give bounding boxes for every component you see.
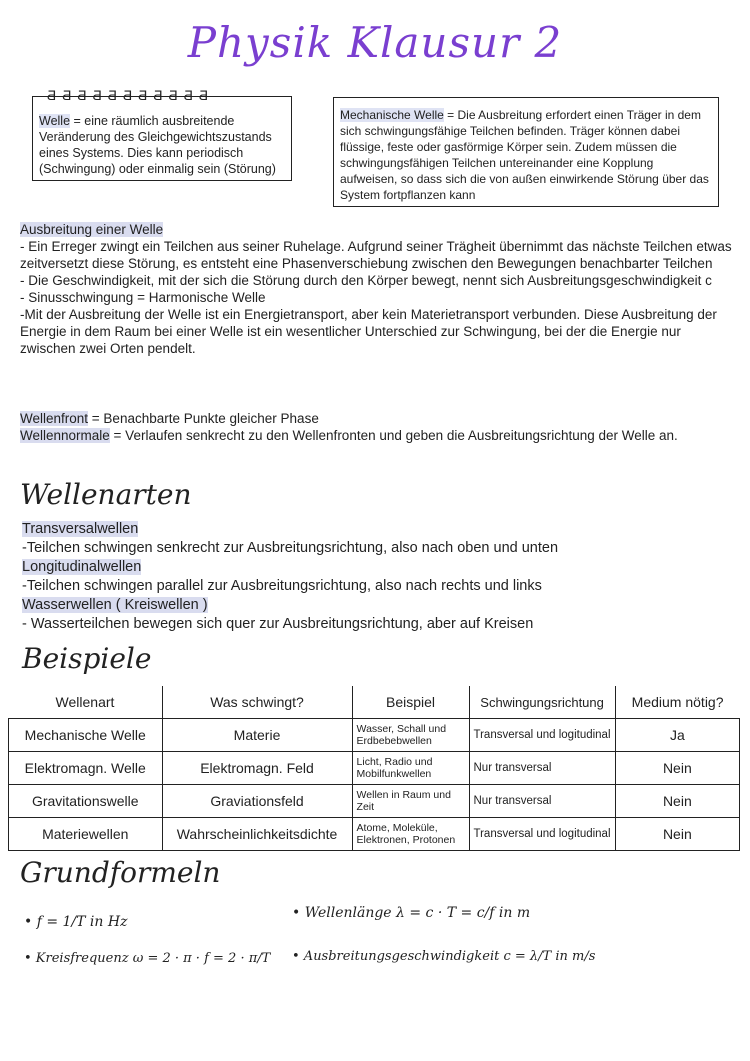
table-header-row — [9, 686, 740, 719]
definition-wellennormale: = Verlaufen senkrecht zu den Wellenfronten und geben die Ausbreitungsrichtung der Welle an. — [109, 428, 678, 443]
paragraph-geschwindigkeit: - Die Geschwindigkeit, mit der sich die Störung durch den Körper bewegt, nennt sich Ausbreitungsgeschwindigkeit c — [20, 273, 712, 288]
definition-box-mechanische-welle — [333, 97, 719, 207]
desc-transversalwellen: -Teilchen schwingen senkrecht zur Ausbreitungsrichtung, also nach oben und unten — [22, 540, 559, 556]
paragraph-erreger: - Ein Erreger zwingt ein Teilchen aus seiner Ruhelage. Aufgrund seiner Trägheit übernimmt das nächste Teilchen etwas zeitversetzt diese Störung, es entsteht eine Phasenverschiebung zwischen den Bewegungen benachbarter Teilchen — [20, 239, 732, 271]
table-row — [9, 719, 740, 752]
cell-beispiel: Wasser, Schall und Erdbebebwellen — [352, 719, 469, 752]
definition-mechanische-welle: = Die Ausbreitung erfordert einen Träger in dem sich schwingungsfähige Teilchen befinden. Träger können dabei flüssige, feste oder gasförmige Körper sein. Zudem müssen die schwingungsfähigen Teilchen untereinander eine Kopplung aufweisen, so dass sich die von außen einwirkende Störung über das System fortpflanzen kann — [340, 108, 709, 202]
cell-schwingungsrichtung: Transversal und logitudinal — [469, 719, 615, 752]
cell-wellenart: Gravitationswelle — [9, 785, 163, 818]
cell-wellenart: Mechanische Welle — [9, 719, 163, 752]
formula-kreisfrequenz: • Kreisfrequenz ω = 2 · π · f = 2 · π/T — [24, 951, 271, 966]
page-title: Physik Klausur 2 — [187, 18, 563, 67]
desc-longitudinalwellen: -Teilchen schwingen parallel zur Ausbreitungsrichtung, also nach rechts und links — [22, 578, 542, 594]
cell-schwingungsrichtung: Nur transversal — [469, 785, 615, 818]
cell-wellenart: Materiewellen — [9, 818, 163, 851]
definition-box-welle — [32, 87, 292, 181]
column-header: Medium nötig? — [615, 686, 739, 719]
term-transversalwellen: Transversalwellen — [22, 521, 139, 537]
term-wasserwellen: Wasserwellen ( Kreiswellen ) — [22, 597, 208, 613]
term-welle: Welle — [39, 114, 71, 128]
paragraph-energietransport: -Mit der Ausbreitung der Welle ist ein Energietransport, aber kein Materietransport verbunden. Diese Ausbreitung der Energie in dem Raum bei einer Welle ist ein wesentlicher Unterschied zur Schwingung, bei der die Energie nur zwischen zwei Orten pendelt. — [20, 307, 717, 356]
cell-beispiel: Wellen in Raum und Zeit — [352, 785, 469, 818]
term-wellennormale: Wellennormale — [20, 428, 110, 443]
paragraph-sinus: - Sinusschwingung = Harmonische Welle — [20, 290, 266, 305]
definition-welle: = eine räumlich ausbreitende Veränderung des Gleichgewichtszustands eines Systems. Dies kann periodisch (Schwingung) oder einmalig sein (Störung) — [39, 114, 276, 176]
term-longitudinalwellen: Longitudinalwellen — [22, 559, 142, 575]
cell-medium: Nein — [615, 752, 739, 785]
section-wellenfront — [20, 410, 740, 444]
heading-grundformeln: Grundformeln — [20, 856, 221, 889]
cell-schwingungsrichtung: Transversal und logitudinal — [469, 818, 615, 851]
formula-wellenlaenge: • Wellenlänge λ = c · T = c/f in m — [292, 905, 531, 921]
section-wellenarten — [22, 520, 742, 634]
cell-wellenart: Elektromagn. Welle — [9, 752, 163, 785]
table-row — [9, 785, 740, 818]
cell-was-schwingt: Wahrscheinlichkeitsdichte — [162, 818, 352, 851]
cell-beispiel: Atome, Moleküle, Elektronen, Protonen — [352, 818, 469, 851]
column-header: Was schwingt? — [162, 686, 352, 719]
cell-medium: Nein — [615, 785, 739, 818]
column-header: Schwingungsrichtung — [469, 686, 615, 719]
cell-medium: Nein — [615, 818, 739, 851]
beispiele-table — [8, 686, 740, 851]
cell-was-schwingt: Elektromagn. Feld — [162, 752, 352, 785]
table-row — [9, 752, 740, 785]
heading-ausbreitung: Ausbreitung einer Welle — [20, 222, 164, 237]
formula-frequenz: • f = 1/T in Hz — [24, 914, 128, 930]
cell-beispiel: Licht, Radio und Mobilfunkwellen — [352, 752, 469, 785]
column-header: Beispiel — [352, 686, 469, 719]
cell-schwingungsrichtung: Nur transversal — [469, 752, 615, 785]
term-mechanische-welle: Mechanische Welle — [340, 108, 444, 122]
cell-was-schwingt: Graviationsfeld — [162, 785, 352, 818]
cell-medium: Ja — [615, 719, 739, 752]
heading-wellenarten: Wellenarten — [20, 478, 192, 511]
term-wellenfront: Wellenfront — [20, 411, 89, 426]
desc-wasserwellen: - Wasserteilchen bewegen sich quer zur Ausbreitungsrichtung, aber auf Kreisen — [22, 616, 534, 632]
spiral-binding-icon: ƋƋƋƋƋƋƋƋƋƋƋ — [47, 87, 215, 103]
cell-was-schwingt: Materie — [162, 719, 352, 752]
table-row — [9, 818, 740, 851]
formula-ausbreitungsgeschwindigkeit: • Ausbreitungsgeschwindigkeit c = λ/T in m/s — [292, 949, 596, 964]
section-ausbreitung — [20, 221, 740, 357]
heading-beispiele: Beispiele — [22, 642, 152, 675]
definition-wellenfront: = Benachbarte Punkte gleicher Phase — [88, 411, 319, 426]
column-header: Wellenart — [9, 686, 163, 719]
